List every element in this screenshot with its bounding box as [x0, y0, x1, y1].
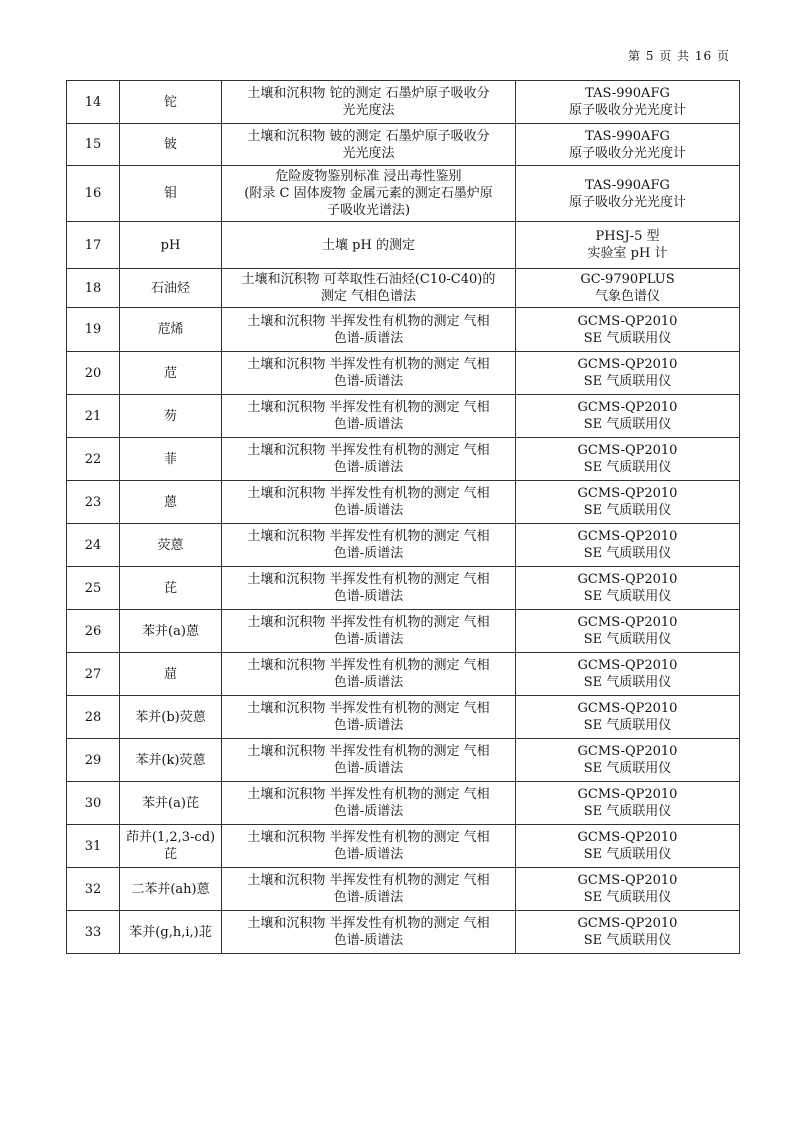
test-standard-line: 土壤和沉积物 半挥发性有机物的测定 气相 [247, 658, 490, 673]
row-number: 26 [67, 610, 120, 653]
row-number: 15 [67, 124, 120, 166]
test-instrument-line: 原子吸收分光光度计 [568, 194, 686, 210]
table-row [67, 739, 740, 782]
row-number: 22 [67, 438, 120, 481]
test-item [120, 308, 222, 352]
test-standard [222, 166, 516, 222]
test-item [120, 481, 222, 524]
test-item-line: 䓛 [163, 666, 177, 682]
test-instrument-line: GCMS-QP2010 [577, 486, 678, 501]
test-instrument-line: SE 气质联用仪 [583, 589, 672, 604]
test-instrument-line: GCMS-QP2010 [577, 787, 678, 802]
test-instrument-line: SE 气质联用仪 [583, 804, 672, 819]
test-instrument-line: TAS-990AFG [585, 128, 670, 144]
test-standard-line: 土壤和沉积物 半挥发性有机物的测定 气相 [247, 701, 490, 716]
test-item [120, 868, 222, 911]
test-standard-line: 土壤和沉积物 半挥发性有机物的测定 气相 [247, 744, 490, 759]
test-instrument [516, 911, 740, 954]
test-item-line: pH [160, 237, 181, 253]
test-item-line: 苊 [163, 365, 177, 381]
test-instrument-line: 气象色谱仪 [594, 289, 660, 304]
row-number: 33 [67, 911, 120, 954]
row-number: 14 [67, 81, 120, 124]
test-item-line: 钼 [163, 186, 177, 201]
test-standard-line: 色谱-质谱法 [333, 890, 404, 905]
method-table [66, 80, 740, 954]
test-item-line: 铊 [163, 94, 177, 110]
table-row [67, 395, 740, 438]
test-item [120, 81, 222, 124]
test-item [120, 653, 222, 696]
table-row [67, 81, 740, 124]
row-number: 31 [67, 825, 120, 868]
row-number: 25 [67, 567, 120, 610]
test-instrument [516, 868, 740, 911]
test-standard-line: 色谱-质谱法 [333, 546, 404, 561]
test-instrument [516, 825, 740, 868]
table-row [67, 782, 740, 825]
row-number: 27 [67, 653, 120, 696]
test-item [120, 352, 222, 395]
test-instrument-line: GCMS-QP2010 [577, 658, 678, 673]
test-item-line: 菲 [163, 451, 177, 467]
test-instrument [516, 308, 740, 352]
test-standard [222, 81, 516, 124]
test-standard-line: (附录 C 固体废物 金属元素的测定石墨炉原 [244, 186, 493, 201]
test-standard-line: 色谱-质谱法 [333, 718, 404, 733]
row-number: 28 [67, 696, 120, 739]
test-instrument [516, 524, 740, 567]
test-instrument [516, 222, 740, 269]
test-standard-line: 土壤和沉积物 铊的测定 石墨炉原子吸收分 [247, 86, 490, 101]
test-item-line: 石油烃 [150, 280, 190, 296]
test-item [120, 395, 222, 438]
test-standard [222, 911, 516, 954]
test-instrument-line: SE 气质联用仪 [583, 890, 672, 905]
test-instrument-line: GCMS-QP2010 [577, 443, 678, 458]
test-standard-line: 色谱-质谱法 [333, 847, 404, 862]
test-standard-line: 光光度法 [342, 103, 395, 118]
test-item-line: 苊烯 [157, 322, 184, 337]
test-instrument [516, 166, 740, 222]
test-standard [222, 395, 516, 438]
test-standard-line: 土壤和沉积物 半挥发性有机物的测定 气相 [247, 529, 490, 544]
table-row [67, 438, 740, 481]
test-instrument [516, 481, 740, 524]
test-instrument [516, 696, 740, 739]
table-row [67, 308, 740, 352]
test-standard [222, 696, 516, 739]
test-standard-line: 土壤和沉积物 铍的测定 石墨炉原子吸收分 [247, 128, 490, 144]
test-instrument-line: 原子吸收分光光度计 [568, 145, 686, 161]
test-item [120, 222, 222, 269]
test-instrument [516, 395, 740, 438]
test-instrument-line: GCMS-QP2010 [577, 529, 678, 544]
test-standard-line: 土壤和沉积物 半挥发性有机物的测定 气相 [247, 400, 490, 415]
test-standard-line: 危险废物鉴别标准 浸出毒性鉴别 [275, 169, 462, 184]
test-item-line: 苯并(g,h,i,)苝 [129, 924, 212, 940]
test-item [120, 524, 222, 567]
test-instrument-line: SE 气质联用仪 [583, 460, 672, 475]
test-standard [222, 868, 516, 911]
test-standard-line: 色谱-质谱法 [333, 330, 404, 346]
test-item [120, 438, 222, 481]
test-standard-line: 色谱-质谱法 [333, 417, 404, 432]
test-item [120, 610, 222, 653]
test-standard-line: 土壤和沉积物 可萃取性石油烃(C10-C40)的 [241, 272, 496, 287]
test-instrument [516, 653, 740, 696]
test-instrument-line: SE 气质联用仪 [583, 374, 672, 389]
test-instrument [516, 610, 740, 653]
test-item-line: 蒽 [163, 494, 177, 510]
test-standard [222, 352, 516, 395]
test-item-line: 茚并(1,2,3-cd) [125, 830, 216, 845]
test-instrument [516, 352, 740, 395]
test-instrument-line: PHSJ-5 型 [595, 229, 660, 244]
test-item [120, 269, 222, 308]
test-instrument-line: TAS-990AFG [585, 86, 670, 101]
test-item [120, 739, 222, 782]
test-instrument-line: 原子吸收分光光度计 [568, 103, 686, 118]
test-standard-line: 土壤和沉积物 半挥发性有机物的测定 气相 [247, 830, 490, 845]
table-row [67, 352, 740, 395]
test-standard-line: 色谱-质谱法 [333, 503, 404, 518]
test-item [120, 166, 222, 222]
test-instrument-line: GCMS-QP2010 [577, 313, 678, 329]
row-number: 30 [67, 782, 120, 825]
test-standard [222, 481, 516, 524]
test-standard [222, 653, 516, 696]
table-row [67, 696, 740, 739]
test-instrument-line: GCMS-QP2010 [577, 400, 678, 415]
test-standard-line: 土壤和沉积物 半挥发性有机物的测定 气相 [247, 486, 490, 501]
test-item-line: 芴 [163, 408, 177, 424]
test-standard-line: 土壤 pH 的测定 [322, 237, 415, 253]
test-standard-line: 色谱-质谱法 [333, 804, 404, 819]
test-item-line: 苯并(b)荧蒽 [135, 709, 206, 725]
test-instrument-line: GCMS-QP2010 [577, 357, 678, 372]
test-item-line: 苯并(k)荧蒽 [135, 752, 206, 768]
test-standard [222, 610, 516, 653]
test-instrument-line: SE 气质联用仪 [583, 761, 672, 776]
test-standard-line: 土壤和沉积物 半挥发性有机物的测定 气相 [247, 443, 490, 458]
test-standard [222, 825, 516, 868]
test-standard-line: 土壤和沉积物 半挥发性有机物的测定 气相 [247, 615, 490, 630]
test-instrument-line: GCMS-QP2010 [577, 701, 678, 716]
row-number: 17 [67, 222, 120, 269]
test-instrument [516, 269, 740, 308]
test-instrument [516, 567, 740, 610]
test-instrument-line: SE 气质联用仪 [583, 632, 672, 647]
test-instrument-line: GC-9790PLUS [580, 272, 675, 287]
test-instrument [516, 438, 740, 481]
test-item [120, 911, 222, 954]
test-standard-line: 色谱-质谱法 [333, 675, 404, 690]
test-item-line: 铍 [163, 137, 177, 152]
test-standard-line: 光光度法 [342, 145, 395, 161]
test-instrument-line: SE 气质联用仪 [583, 675, 672, 690]
test-instrument-line: GCMS-QP2010 [577, 572, 678, 587]
test-standard [222, 269, 516, 308]
test-instrument [516, 81, 740, 124]
test-standard-line: 色谱-质谱法 [333, 374, 404, 389]
test-instrument-line: GCMS-QP2010 [577, 830, 678, 845]
row-number: 19 [67, 308, 120, 352]
test-instrument-line: SE 气质联用仪 [583, 718, 672, 733]
test-instrument-line: TAS-990AFG [585, 177, 670, 193]
test-instrument [516, 739, 740, 782]
test-item [120, 782, 222, 825]
test-standard [222, 222, 516, 269]
test-standard-line: 色谱-质谱法 [333, 632, 404, 647]
test-standard-line: 土壤和沉积物 半挥发性有机物的测定 气相 [247, 313, 490, 329]
test-instrument-line: GCMS-QP2010 [577, 744, 678, 759]
test-standard-line: 色谱-质谱法 [333, 589, 404, 604]
test-instrument-line: SE 气质联用仪 [583, 417, 672, 432]
test-standard-line: 土壤和沉积物 半挥发性有机物的测定 气相 [247, 572, 490, 587]
test-instrument-line: SE 气质联用仪 [583, 503, 672, 518]
test-instrument-line: SE 气质联用仪 [583, 330, 672, 346]
test-instrument-line: SE 气质联用仪 [583, 933, 672, 948]
row-number: 20 [67, 352, 120, 395]
test-standard [222, 308, 516, 352]
test-instrument-line: GCMS-QP2010 [577, 916, 678, 931]
test-standard [222, 739, 516, 782]
table-row [67, 610, 740, 653]
table-body [67, 81, 740, 954]
table-row [67, 567, 740, 610]
row-number: 21 [67, 395, 120, 438]
test-standard [222, 524, 516, 567]
test-standard-line: 测定 气相色谱法 [320, 289, 417, 304]
test-item [120, 825, 222, 868]
table-row [67, 911, 740, 954]
test-standard-line: 色谱-质谱法 [333, 460, 404, 475]
test-standard [222, 438, 516, 481]
test-instrument-line: GCMS-QP2010 [577, 873, 678, 888]
test-item-line: 芘 [163, 847, 177, 862]
row-number: 29 [67, 739, 120, 782]
test-standard-line: 色谱-质谱法 [333, 933, 404, 948]
test-item [120, 567, 222, 610]
test-item-line: 荧蒽 [157, 537, 184, 553]
test-standard-line: 土壤和沉积物 半挥发性有机物的测定 气相 [247, 873, 490, 888]
test-standard-line: 子吸收光谱法) [326, 203, 411, 218]
test-instrument-line: SE 气质联用仪 [583, 546, 672, 561]
test-standard-line: 色谱-质谱法 [333, 761, 404, 776]
row-number: 24 [67, 524, 120, 567]
test-standard [222, 782, 516, 825]
test-standard [222, 124, 516, 166]
table-row [67, 868, 740, 911]
table-row [67, 825, 740, 868]
test-standard-line: 土壤和沉积物 半挥发性有机物的测定 气相 [247, 357, 490, 372]
test-instrument [516, 782, 740, 825]
test-standard [222, 567, 516, 610]
test-instrument-line: 实验室 pH 计 [587, 246, 668, 261]
table-row [67, 269, 740, 308]
test-instrument-line: GCMS-QP2010 [577, 615, 678, 630]
test-item-line: 苯并(a)芘 [142, 795, 199, 811]
table-row [67, 124, 740, 166]
test-item [120, 696, 222, 739]
table-row [67, 166, 740, 222]
table-row [67, 222, 740, 269]
test-item-line: 芘 [163, 580, 177, 596]
row-number: 16 [67, 166, 120, 222]
row-number: 23 [67, 481, 120, 524]
test-standard-line: 土壤和沉积物 半挥发性有机物的测定 气相 [247, 916, 490, 931]
test-instrument [516, 124, 740, 166]
table-row [67, 524, 740, 567]
row-number: 18 [67, 269, 120, 308]
table-row [67, 653, 740, 696]
page-number: 第 5 页 共 16 页 [628, 49, 730, 63]
test-item-line: 苯并(a)蒽 [142, 623, 199, 639]
test-item-line: 二苯并(ah)蒽 [131, 881, 210, 897]
test-instrument-line: SE 气质联用仪 [583, 847, 672, 862]
table-row [67, 481, 740, 524]
test-item [120, 124, 222, 166]
test-standard-line: 土壤和沉积物 半挥发性有机物的测定 气相 [247, 787, 490, 802]
row-number: 32 [67, 868, 120, 911]
